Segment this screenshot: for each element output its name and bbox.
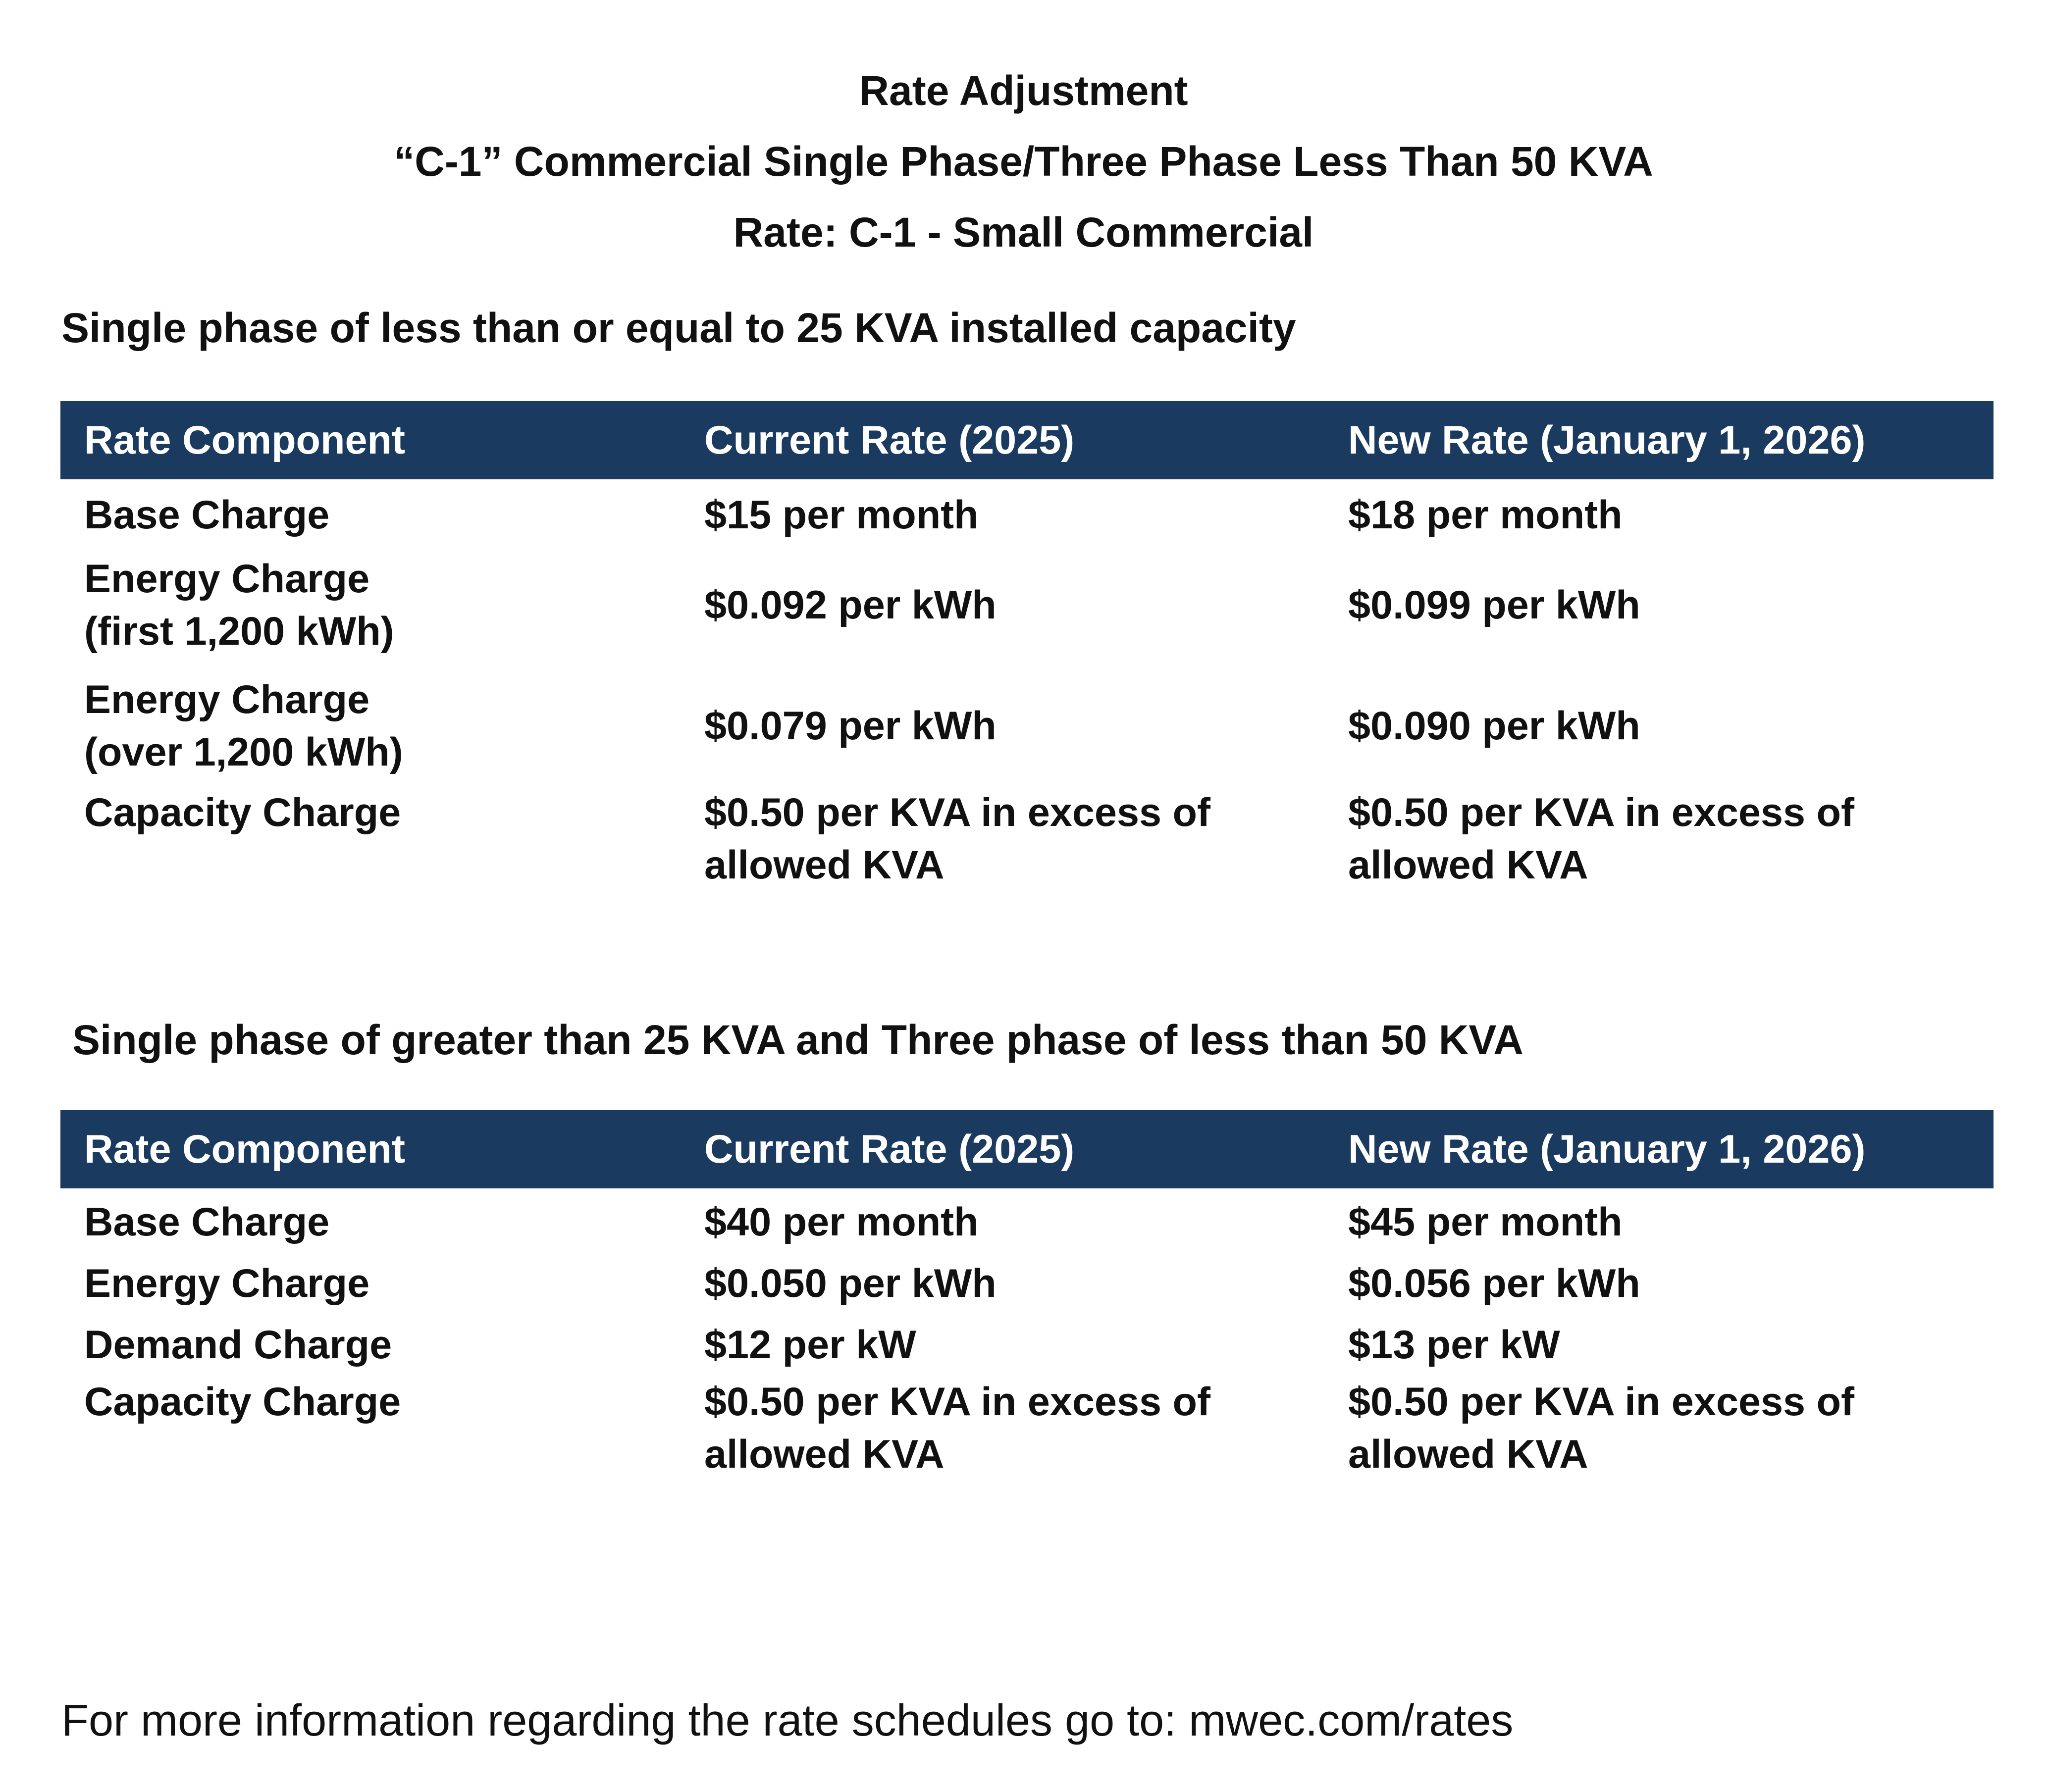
table-row bbox=[60, 666, 1994, 786]
new-rate-cell: $0.50 per KVA in excess of allowed KVA bbox=[1348, 1380, 1854, 1477]
column-header-new-rate: New Rate (January 1, 2026) bbox=[1348, 1126, 1866, 1172]
new-rate-cell: $0.056 per kWh bbox=[1348, 1261, 1640, 1306]
rate-component-cell: Capacity Charge bbox=[84, 790, 401, 835]
column-header-rate-component: Rate Component bbox=[84, 417, 405, 462]
column-header-rate-component: Rate Component bbox=[84, 1126, 405, 1172]
page-title: Rate Adjustment bbox=[859, 67, 1188, 114]
table-row bbox=[60, 786, 1994, 905]
new-rate-cell: $13 per kW bbox=[1348, 1323, 1560, 1367]
current-rate-cell: $0.092 per kWh bbox=[704, 583, 997, 627]
rate-component-cell: Energy Charge (first 1,200 kWh) bbox=[84, 557, 394, 654]
rate-component-cell: Base Charge bbox=[84, 1200, 330, 1244]
page-subtitle: “C-1” Commercial Single Phase/Three Phase Less Than 50 KVA bbox=[394, 138, 1653, 185]
table-row bbox=[60, 545, 1994, 666]
rate-component-cell: Energy Charge (over 1,200 kWh) bbox=[84, 677, 403, 774]
new-rate-cell: $0.50 per KVA in excess of allowed KVA bbox=[1348, 790, 1854, 887]
column-header-current-rate: Current Rate (2025) bbox=[704, 417, 1075, 462]
column-header-new-rate: New Rate (January 1, 2026) bbox=[1348, 417, 1866, 462]
current-rate-cell: $0.050 per kWh bbox=[704, 1261, 997, 1306]
table-row bbox=[60, 1376, 1994, 1494]
rate-table-three-phase bbox=[60, 1110, 1994, 1494]
column-header-current-rate: Current Rate (2025) bbox=[704, 1126, 1075, 1172]
rate-table-single-phase bbox=[60, 401, 1994, 905]
new-rate-cell: $0.090 per kWh bbox=[1348, 704, 1640, 748]
document-header bbox=[0, 55, 2047, 268]
rate-line: Rate: C-1 - Small Commercial bbox=[733, 209, 1314, 256]
current-rate-cell: $15 per month bbox=[704, 493, 979, 537]
current-rate-cell: $40 per month bbox=[704, 1200, 979, 1244]
table-header-row bbox=[60, 401, 1994, 479]
table-header-row bbox=[60, 1110, 1994, 1188]
current-rate-cell: $0.50 per KVA in excess of allowed KVA bbox=[704, 790, 1210, 887]
rate-component-cell: Demand Charge bbox=[84, 1323, 392, 1367]
table-row bbox=[60, 1253, 1994, 1314]
current-rate-cell: $0.50 per KVA in excess of allowed KVA bbox=[704, 1380, 1210, 1477]
section-heading-single-phase: Single phase of less than or equal to 25 KVA installed capacity bbox=[61, 305, 1296, 351]
current-rate-cell: $12 per kW bbox=[704, 1323, 916, 1367]
rate-component-cell: Capacity Charge bbox=[84, 1380, 401, 1424]
rate-component-cell: Energy Charge bbox=[84, 1261, 370, 1306]
new-rate-cell: $45 per month bbox=[1348, 1200, 1623, 1244]
rate-component-cell: Base Charge bbox=[84, 493, 330, 537]
table-row bbox=[60, 1191, 1994, 1253]
section-heading-three-phase: Single phase of greater than 25 KVA and Three phase of less than 50 KVA bbox=[72, 1017, 1523, 1063]
current-rate-cell: $0.079 per kWh bbox=[704, 704, 997, 748]
table-row bbox=[60, 1314, 1994, 1376]
new-rate-cell: $18 per month bbox=[1348, 493, 1623, 537]
table-row bbox=[60, 485, 1994, 545]
new-rate-cell: $0.099 per kWh bbox=[1348, 583, 1640, 627]
footer-info-text: For more information regarding the rate schedules go to: mwec.com/rates bbox=[61, 1696, 1514, 1745]
